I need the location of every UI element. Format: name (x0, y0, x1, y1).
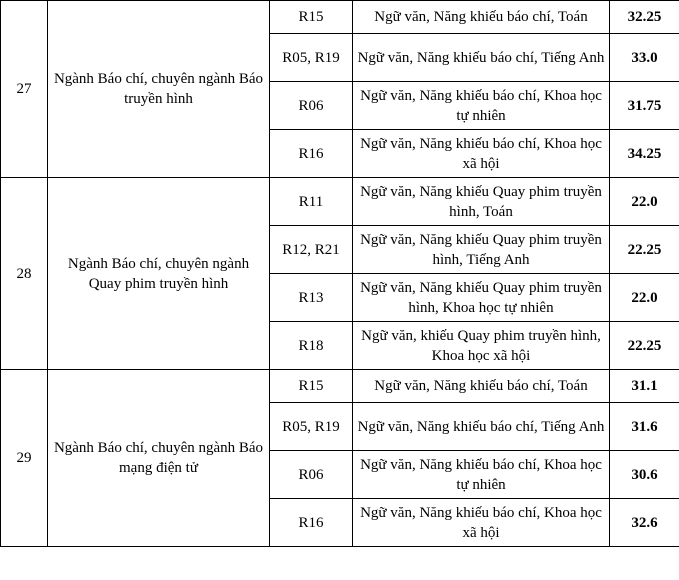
cutoff-score: 22.25 (610, 226, 679, 274)
subject-code: R06 (270, 82, 353, 130)
major-name: Ngành Báo chí, chuyên ngành Báo mạng điện tử (48, 370, 270, 547)
table-row (1, 370, 679, 403)
table-row (1, 178, 679, 226)
subject-code: R12, R21 (270, 226, 353, 274)
cutoff-score: 22.0 (610, 178, 679, 226)
subject-combination: Ngữ văn, Năng khiếu Quay phim truyền hình, Tiếng Anh (353, 226, 610, 274)
cutoff-score: 30.6 (610, 451, 679, 499)
subject-combination: Ngữ văn, Năng khiếu báo chí, Toán (353, 1, 610, 34)
major-name: Ngành Báo chí, chuyên ngành Quay phim truyền hình (48, 178, 270, 370)
cutoff-score: 22.25 (610, 322, 679, 370)
subject-combination: Ngữ văn, khiếu Quay phim truyền hình, Khoa học xã hội (353, 322, 610, 370)
row-number: 27 (1, 1, 48, 178)
cutoff-score: 31.75 (610, 82, 679, 130)
subject-code: R11 (270, 178, 353, 226)
subject-code: R15 (270, 1, 353, 34)
subject-code: R05, R19 (270, 403, 353, 451)
cutoff-score: 34.25 (610, 130, 679, 178)
subject-combination: Ngữ văn, Năng khiếu báo chí, Tiếng Anh (353, 34, 610, 82)
subject-combination: Ngữ văn, Năng khiếu báo chí, Tiếng Anh (353, 403, 610, 451)
cutoff-score: 31.6 (610, 403, 679, 451)
major-name: Ngành Báo chí, chuyên ngành Báo truyền hình (48, 1, 270, 178)
subject-code: R16 (270, 130, 353, 178)
table-row (1, 1, 679, 34)
subject-code: R15 (270, 370, 353, 403)
cutoff-score: 31.1 (610, 370, 679, 403)
subject-code: R13 (270, 274, 353, 322)
subject-combination: Ngữ văn, Năng khiếu báo chí, Khoa học xã hội (353, 130, 610, 178)
row-number: 29 (1, 370, 48, 547)
row-number: 28 (1, 178, 48, 370)
cutoff-score: 32.25 (610, 1, 679, 34)
cutoff-score: 22.0 (610, 274, 679, 322)
subject-combination: Ngữ văn, Năng khiếu báo chí, Khoa học xã hội (353, 499, 610, 547)
subject-combination: Ngữ văn, Năng khiếu báo chí, Khoa học tự nhiên (353, 82, 610, 130)
subject-combination: Ngữ văn, Năng khiếu báo chí, Khoa học tự nhiên (353, 451, 610, 499)
subject-code: R16 (270, 499, 353, 547)
cutoff-score: 33.0 (610, 34, 679, 82)
cutoff-score: 32.6 (610, 499, 679, 547)
subject-combination: Ngữ văn, Năng khiếu báo chí, Toán (353, 370, 610, 403)
subject-code: R18 (270, 322, 353, 370)
subject-combination: Ngữ văn, Năng khiếu Quay phim truyền hình, Khoa học tự nhiên (353, 274, 610, 322)
subject-code: R06 (270, 451, 353, 499)
subject-code: R05, R19 (270, 34, 353, 82)
subject-combination: Ngữ văn, Năng khiếu Quay phim truyền hình, Toán (353, 178, 610, 226)
